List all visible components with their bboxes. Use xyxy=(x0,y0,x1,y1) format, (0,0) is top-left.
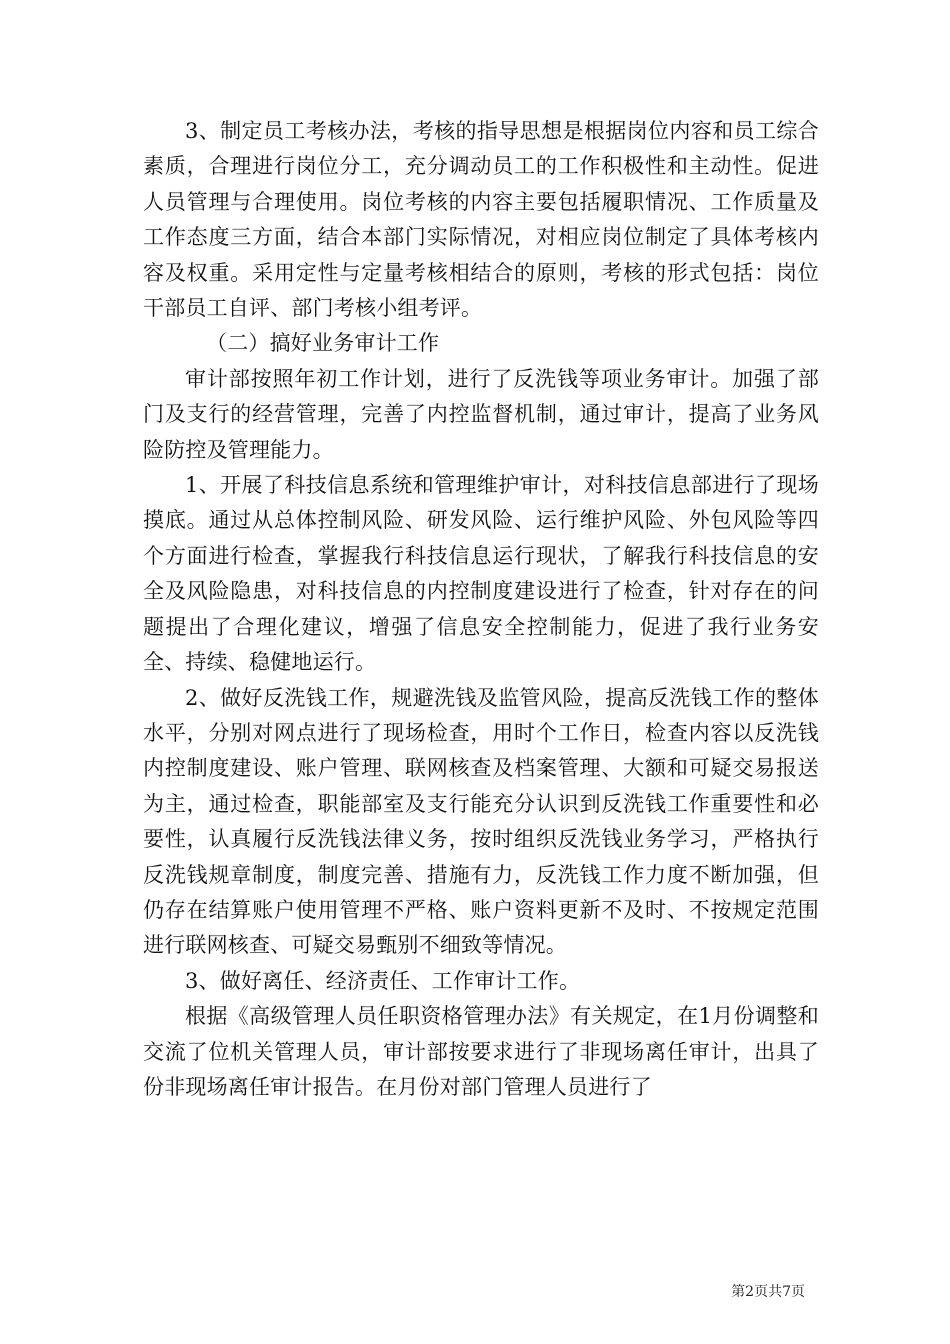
paragraph-assessment-method: 3、制定员工考核办法，考核的指导思想是根据岗位内容和员工综合素质，合理进行岗位分工，充分调动员工的工作积极性和主动性。促进人员管理与合理使用。岗位考核的内容主要包括履职情况、工作质量及工作态度三方面，结合本部门实际情况，对相应岗位制定了具体考核内容及权重。采用定性与定量考核相结合的原则，考核的形式包括：岗位干部员工自评、部门考核小组考评。 xyxy=(143,119,819,321)
section-heading-business-audit: （二）搞好业务审计工作 xyxy=(206,331,440,356)
paragraph-departure-audit: 根据《高级管理人员任职资格管理办法》有关规定，在1月份调整和交流了位机关管理人员，审计部按要求进行了非现场离任审计，出具了份非现场离任审计报告。在月份对部门管理人员进行了 xyxy=(143,1004,819,1099)
paragraph-it-system-audit: 1、开展了科技信息系统和管理维护审计，对科技信息部进行了现场摸底。通过从总体控制风险、研发风险、运行维护风险、外包风险等四个方面进行检查，掌握我行科技信息运行现状，了解我行科技信息的安全及风险隐患，对科技信息的内控制度建设进行了检查，针对存在的问题提出了合理化建议，增强了信息安全控制能力，促进了我行业务安全、持续、稳健地运行。 xyxy=(143,473,819,675)
page-number: 第2页共7页 xyxy=(731,1284,805,1300)
paragraph-audit-overview: 审计部按照年初工作计划，进行了反洗钱等项业务审计。加强了部门及支行的经营管理，完善了内控监督机制，通过审计，提高了业务风险防控及管理能力。 xyxy=(143,366,819,462)
paragraph-anti-money-laundering: 2、做好反洗钱工作，规避洗钱及监管风险，提高反洗钱工作的整体水平，分别对网点进行了现场检查，用时个工作日，检查内容以反洗钱内控制度建设、账户管理、联网核查及档案管理、大额和可疑交易报送为主，通过检查，职能部室及支行能充分认识到反洗钱工作重要性和必要性，认真履行反洗钱法律义务，按时组织反洗钱业务学习，严格执行反洗钱规章制度，制度完善、措施有力，反洗钱工作力度不断加强，但仍存在结算账户使用管理不严格、账户资料更新不及时、不按规定范围进行联网核查、可疑交易甄别不细致等情况。 xyxy=(143,685,819,958)
paragraph-departure-audit-heading: 3、做好离任、经济责任、工作审计工作。 xyxy=(185,968,581,993)
document-body xyxy=(143,114,819,1105)
